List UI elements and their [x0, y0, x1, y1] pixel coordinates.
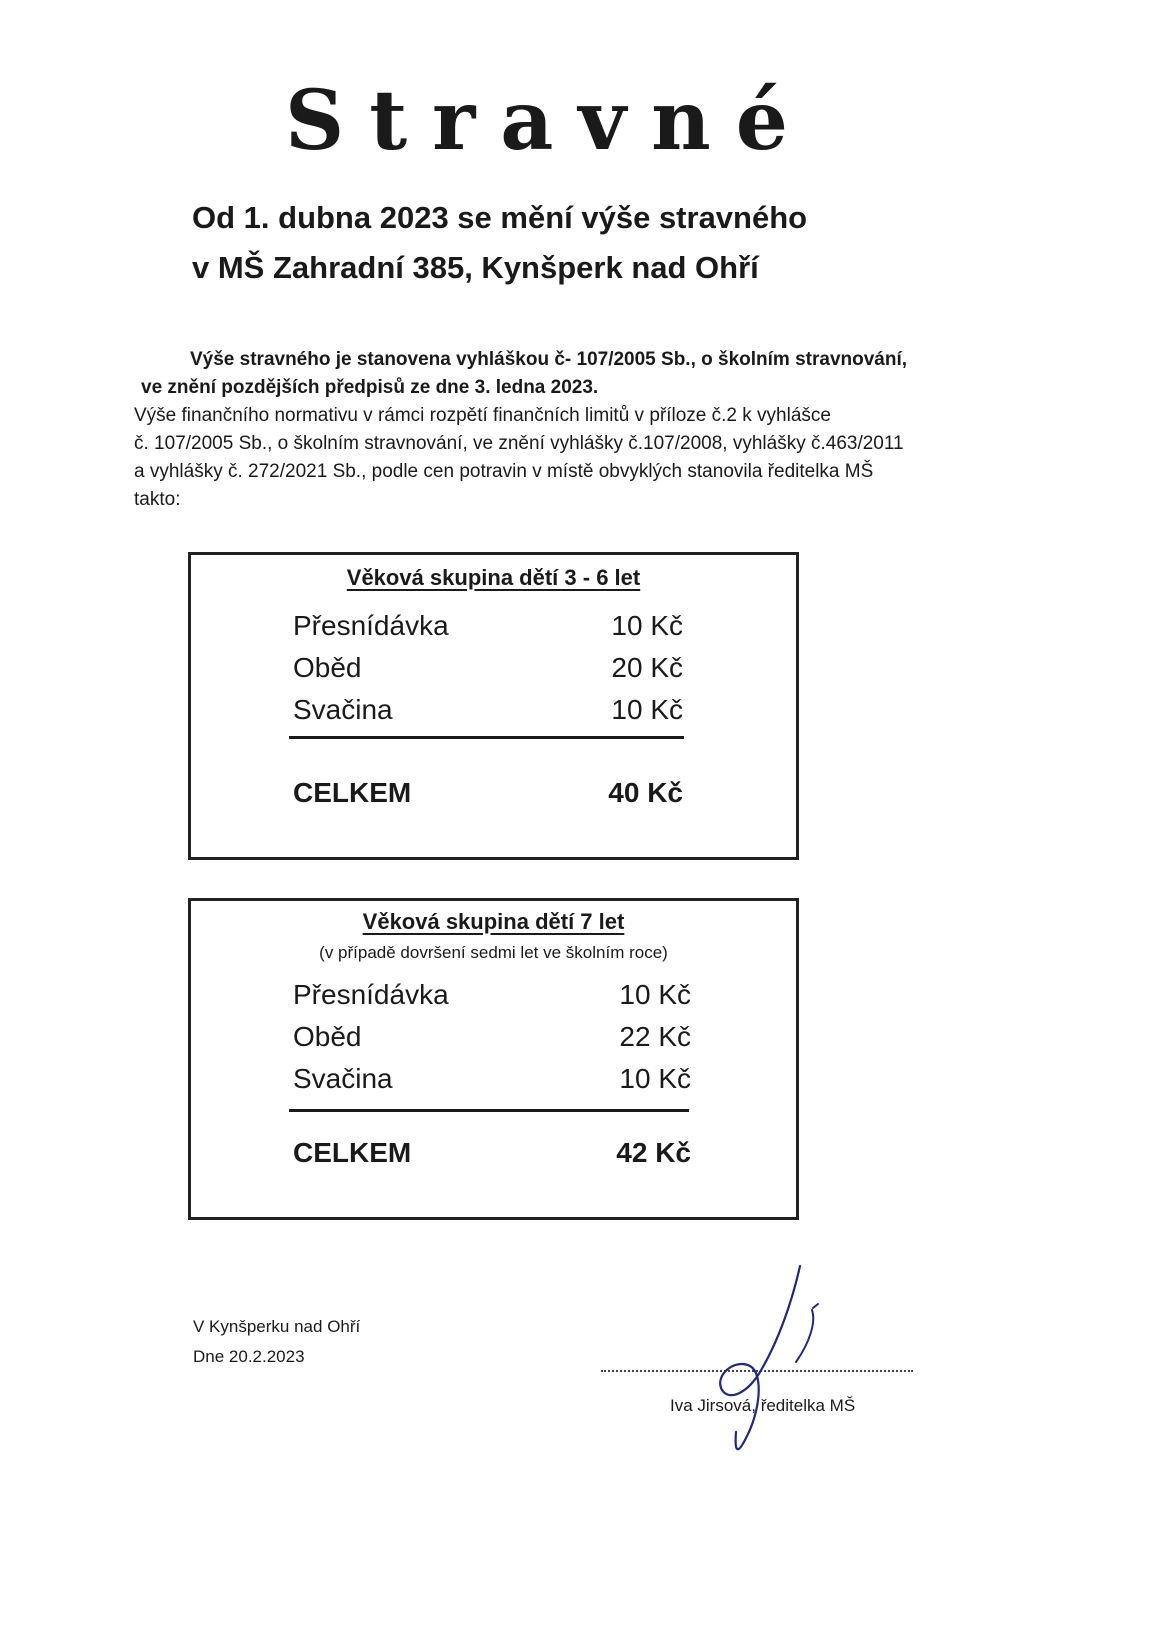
row-amount: 10 Kč	[619, 979, 691, 1010]
subtitle-line-2: v MŠ Zahradní 385, Kynšperk nad Ohří	[192, 250, 759, 285]
row-amount: 20 Kč	[611, 652, 683, 683]
sum-divider	[289, 736, 684, 739]
price-box-group-3-6	[188, 552, 799, 860]
intro-line-2: ve znění pozdějších předpisů ze dne 3. ledna 2023.	[141, 377, 599, 398]
handwritten-signature	[700, 1262, 860, 1462]
page-title: Stravné	[285, 73, 813, 169]
row-label: Oběd	[293, 652, 362, 683]
row-amount: 10 Kč	[611, 610, 683, 641]
row-label: Svačina	[293, 1063, 393, 1094]
group2-note: (v případě dovršení sedmi let ve školním roce)	[319, 943, 668, 962]
date-text: Dne 20.2.2023	[193, 1347, 305, 1366]
row-amount: 10 Kč	[611, 694, 683, 725]
group1-title: Věková skupina dětí 3 - 6 let	[346, 565, 641, 590]
price-box-group-7	[188, 898, 799, 1220]
total-amount: 40 Kč	[608, 777, 683, 808]
row-amount: 10 Kč	[619, 1063, 691, 1094]
group2-title: Věková skupina dětí 7 let	[362, 909, 625, 934]
intro-paragraph	[134, 346, 1034, 514]
row-amount: 22 Kč	[619, 1021, 691, 1052]
row-label: Svačina	[293, 694, 393, 725]
signer-name: Iva Jirsová, ředitelka MŠ	[670, 1396, 856, 1415]
intro-line-6: takto:	[134, 489, 181, 510]
row-label: Oběd	[293, 1021, 362, 1052]
row-label: Přesnídávka	[293, 979, 449, 1010]
place-text: V Kynšperku nad Ohří	[193, 1317, 361, 1336]
intro-line-3: Výše finančního normativu v rámci rozpětí finančních limitů v příloze č.2 k vyhlášce	[134, 405, 831, 426]
place-and-date	[193, 1312, 360, 1372]
total-label: CELKEM	[293, 777, 412, 808]
intro-line-1: Výše stravného je stanovena vyhláškou č- 107/2005 Sb., o školním stravnování,	[190, 349, 908, 370]
intro-line-5: a vyhlášky č. 272/2021 Sb., podle cen potravin v místě obvyklých stanovila ředitelka MŠ	[134, 461, 874, 482]
sum-divider	[289, 1109, 689, 1112]
total-label: CELKEM	[293, 1137, 412, 1168]
row-label: Přesnídávka	[293, 610, 449, 641]
intro-line-4: č. 107/2005 Sb., o školním stravnování, ve znění vyhlášky č.107/2008, vyhlášky č.463/2011	[134, 433, 904, 454]
subtitle-line-1: Od 1. dubna 2023 se mění výše stravného	[192, 200, 808, 235]
total-amount: 42 Kč	[616, 1137, 691, 1168]
